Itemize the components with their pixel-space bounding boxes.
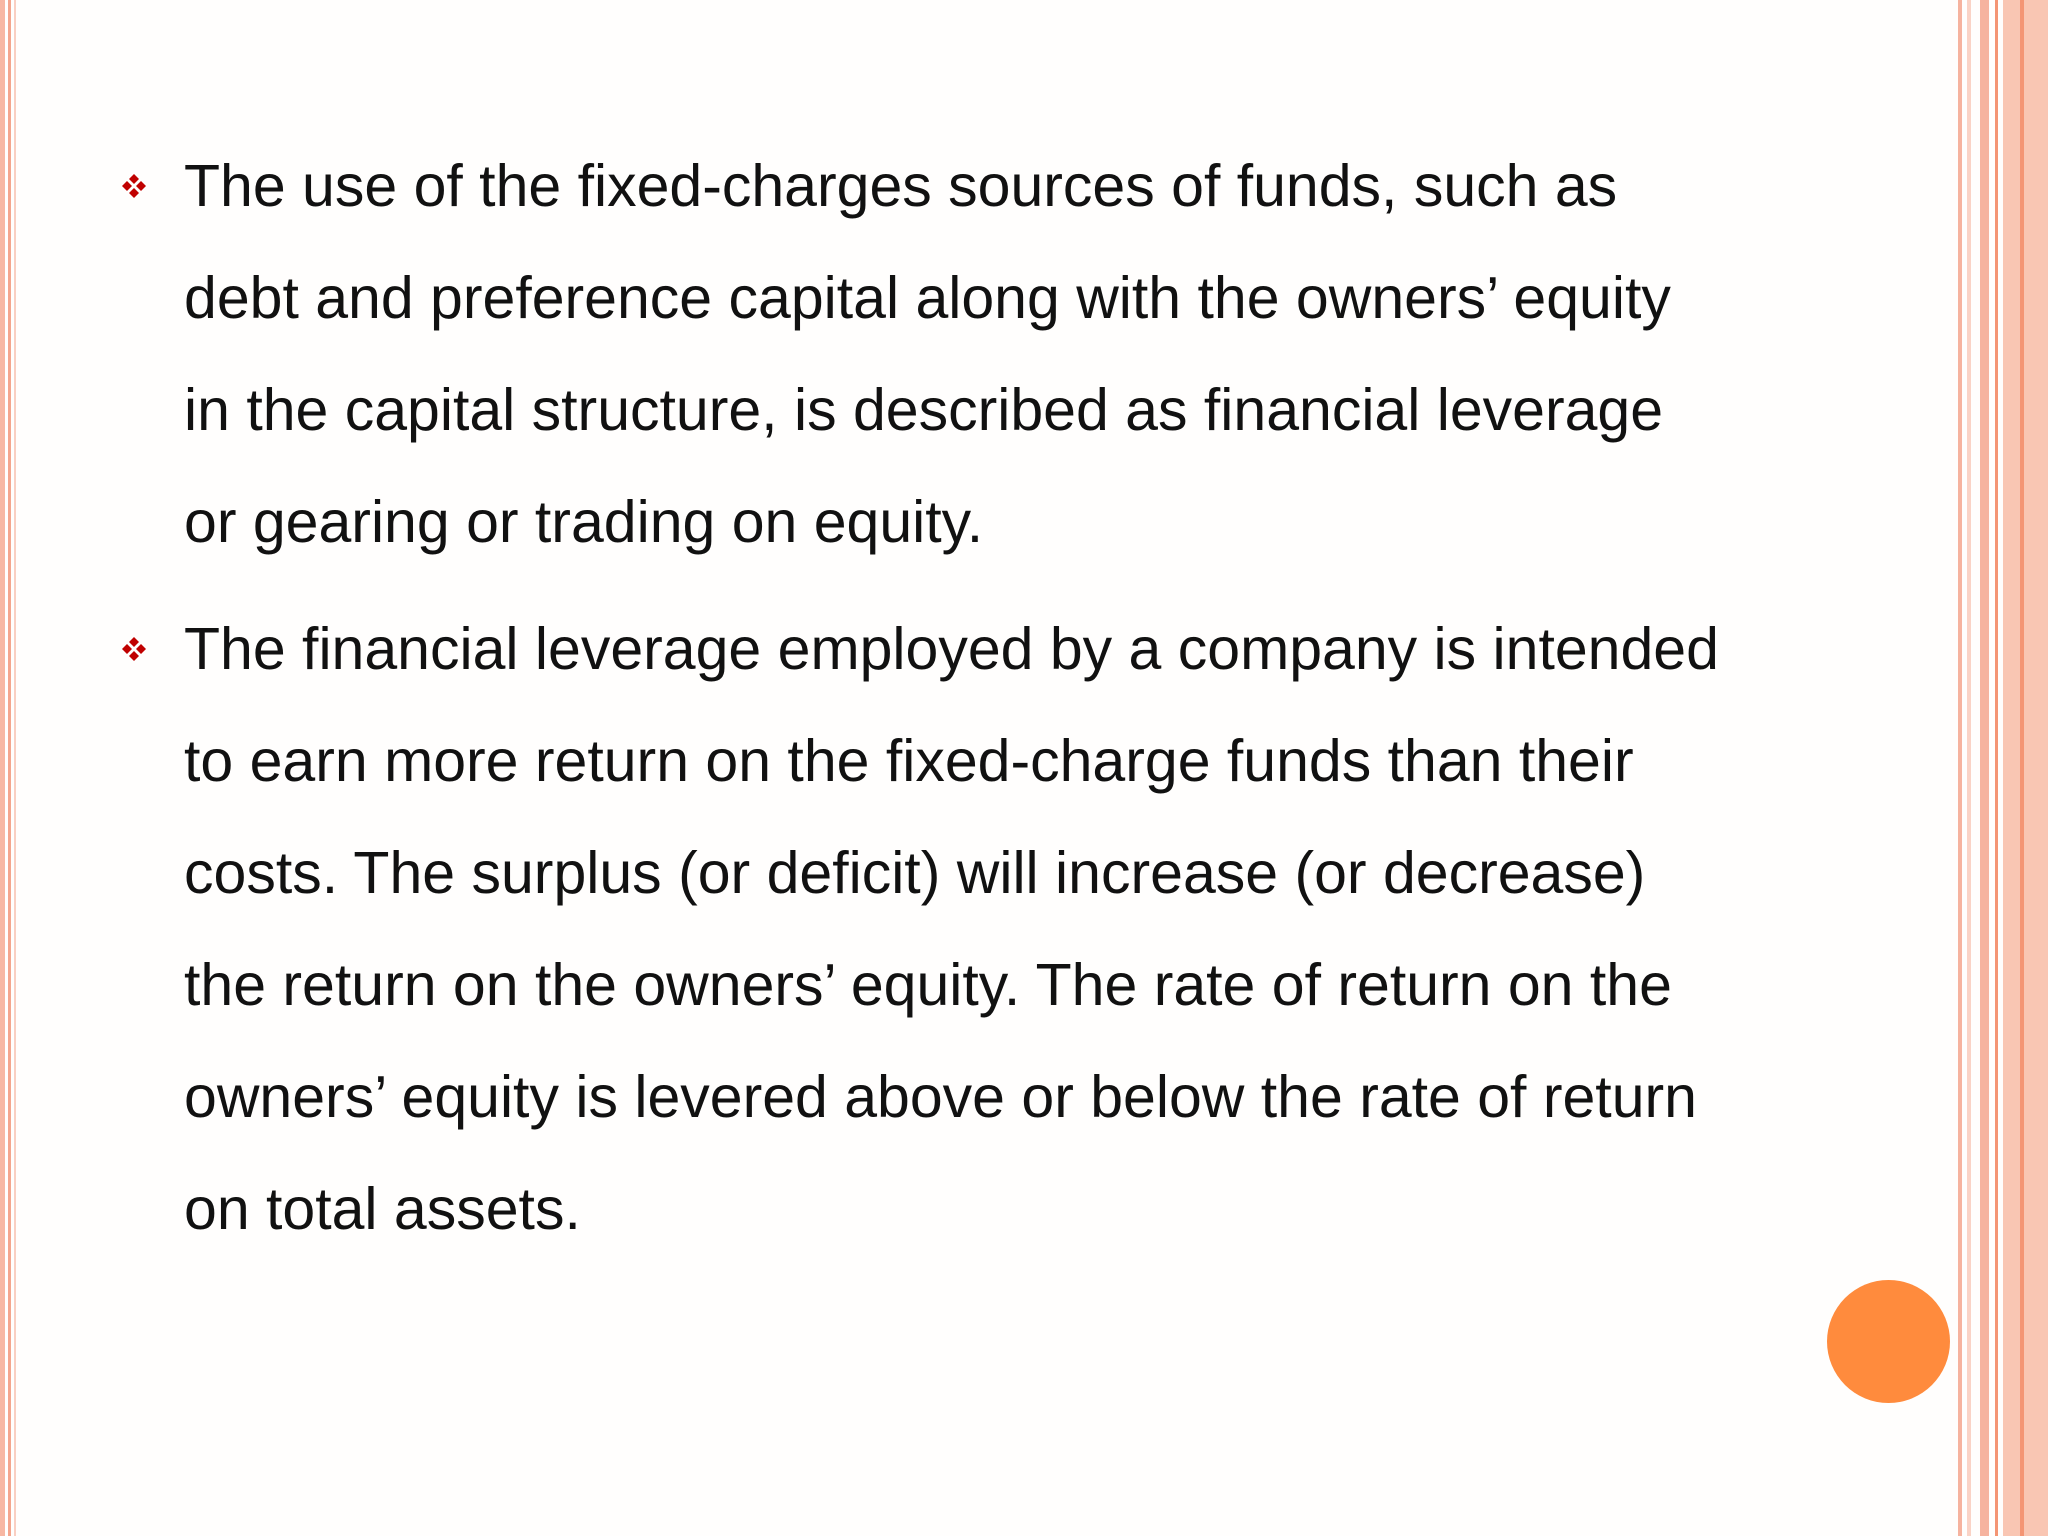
- bullet-item: [120, 593, 1720, 1265]
- right-border-stripe: [1958, 0, 1962, 1536]
- diamond-cluster-bullet-icon: [120, 130, 184, 242]
- bullet-item: [120, 130, 1720, 578]
- bullet-text: The use of the fixed-charges sources of funds, such as debt and preference capital along with the owners’ equity in the capital structure, is described as financial leverage or gearing or trading on equity.: [184, 153, 1671, 555]
- left-border-stripe: [0, 0, 5, 1536]
- left-border-stripe: [8, 0, 11, 1536]
- right-border-stripe: [2020, 0, 2024, 1536]
- right-border-stripe: [1980, 0, 1989, 1536]
- slide-body: [120, 130, 1720, 1280]
- diamond-cluster-bullet-icon: [120, 593, 184, 705]
- right-border-stripe: [1967, 0, 1971, 1536]
- right-border-stripe: [1995, 0, 1998, 1536]
- right-border-band: [2003, 0, 2048, 1536]
- orange-circle-decoration: [1827, 1280, 1950, 1403]
- left-border-stripe: [14, 0, 16, 1536]
- bullet-text: The financial leverage employed by a company is intended to earn more return on the fixed-charge funds than their costs. The surplus (or deficit) will increase (or decrease) the return on the owners’ equity. The rate of return on the owners’ equity is levered above or below the rate of return on total assets.: [184, 616, 1719, 1242]
